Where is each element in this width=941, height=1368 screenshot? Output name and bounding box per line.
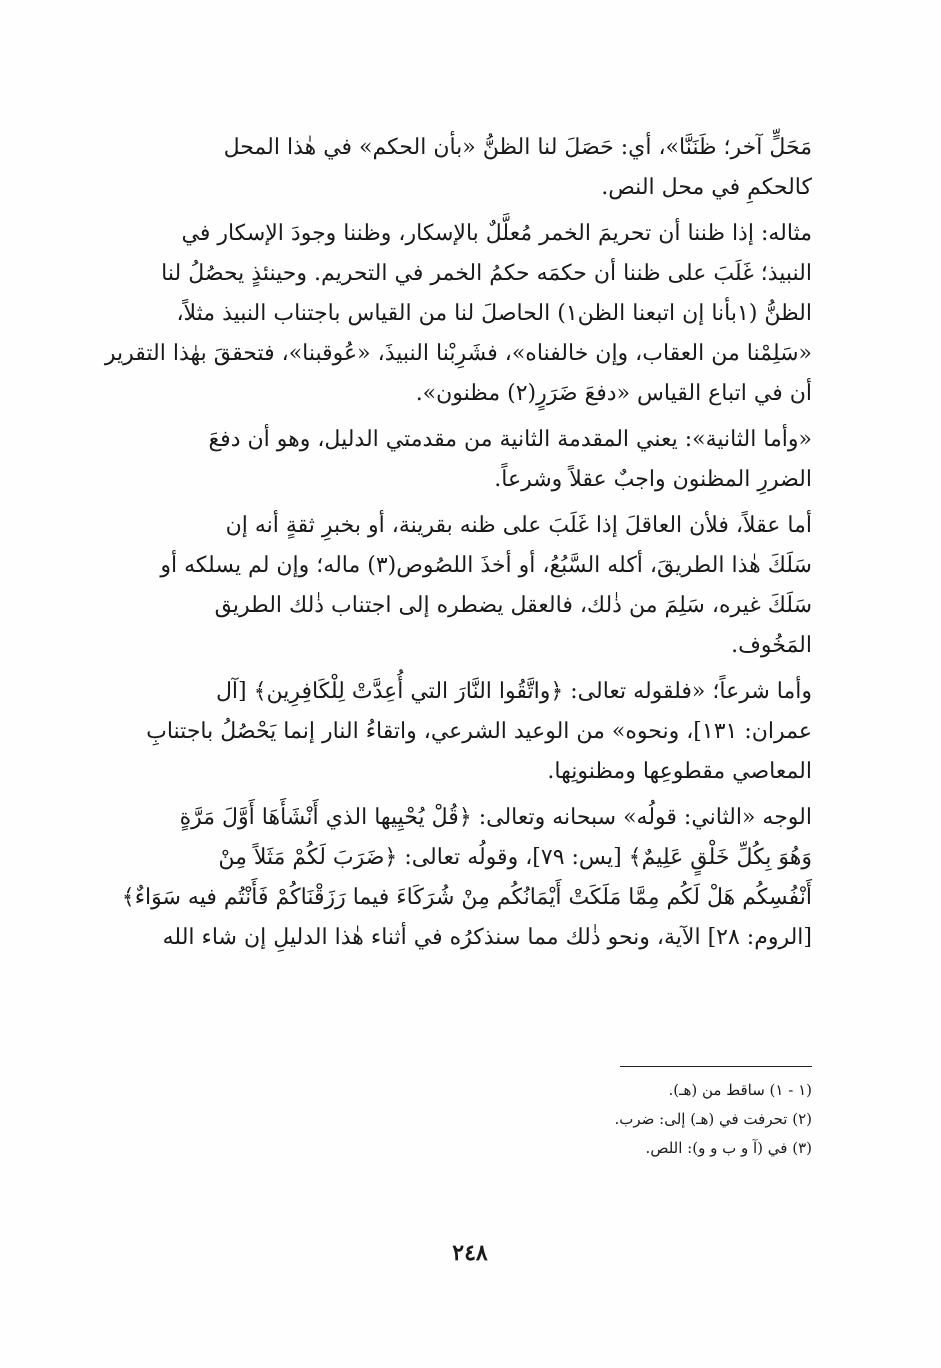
text-line: وَهُوَ بِكُلِّ خَلْقٍ عَلِيمٌ﴾ [يس: ٧٩]، وقولُه تعالى: ﴿ضَرَبَ لَكُمْ مَثَلاً مِنْ [218,845,812,870]
footnote: (٢) تحرفت في (هـ) إلى: ضرب. [614,1110,812,1128]
footnote: (١ - ١) ساقط من (هـ). [668,1081,812,1099]
text-line: الضررِ المظنون واجبٌ عقلاً وشرعاً. [494,467,812,492]
text-line: مثاله: إذا ظننا أن تحريمَ الخمر مُعلَّلٌ بالإسكار، وظننا وجودَ الإسكار في [181,221,812,246]
text-line: المَخُوف. [731,633,812,658]
footnotes [420,1076,812,1163]
page-number: ٢٤٨ [452,1240,488,1266]
text-line: المعاصي مقطوعِها ومظنونِها. [547,759,812,784]
paragraph [132,672,812,792]
text-line: «سَلِمْنا من العقاب، وإن خالفناه»، فشَرِبْنا النبيذَ، «عُوقبنا»، فتحققَ بهٰذا التقرير [104,341,812,366]
footnote-divider [620,1066,812,1067]
text-line: أَنْفُسِكُم هَلْ لَكُم مِمَّا مَلَكَتْ أَيْمَانُكُم مِنْ شُرَكَاءَ فيما رَزَقْنَاكُمْ فَأَنْتُم فيه سَوَاءٌ﴾ [121,885,812,910]
text-line: [الروم: ٢٨] الآية، ونحو ذٰلك مما سنذكرُه في أثناء هٰذا الدليلِ إن شاء الله [162,925,812,950]
text-line: الوجه «الثاني: قولُه» سبحانه وتعالى: ﴿قُلْ يُحْيِيها الذي أَنْشَأَهَا أَوَّلَ مَرَّةٍ [179,805,812,830]
text-line: أن في اتباع القياس «دفعَ ضَرَرٍ(٢) مظنون». [415,381,812,406]
footnote: (٣) في (آ و ب و و): اللص. [645,1139,812,1157]
paragraph [132,506,812,666]
text-line: «وأما الثانية»: يعني المقدمة الثانية من مقدمتي الدليل، وهو أن دفعَ [208,427,812,452]
paragraph [132,128,812,208]
text-line: النبيذ؛ غَلَبَ على ظننا أن حكمَه حكمُ الخمر في التحريم. وحينئذٍ يحصُلُ لنا [161,261,812,286]
paragraph [104,214,812,414]
text-line: مَحَلٍّ آخر؛ ظَنَنَّا»، أي: حَصَلَ لنا الظنُّ «بأن الحكم» في هٰذا المحل [223,135,812,160]
paragraph [132,420,812,500]
paragraph [121,798,812,958]
text-line: كالحكمِ في محل النص. [601,175,812,200]
main-text [104,128,812,964]
text-line: وأما شرعاً؛ «فلقوله تعالى: ﴿واتَّقُوا النَّارَ التي أُعِدَّتْ لِلْكَافِرِين﴾ [آل [215,679,812,704]
text-line: سَلَكَ هٰذا الطريقَ، أكله السَّبُعُ، أو أخذَ اللصُوص(٣) ماله؛ وإن لم يسلكه أو [160,553,812,578]
text-line: سَلَكَ غيره، سَلِمَ من ذٰلك، فالعقل يضطره إلى اجتناب ذٰلك الطريق [214,593,812,618]
text-line: عمران: ١٣١]، ونحوه» من الوعيد الشرعي، واتقاءُ النار إنما يَحْصُلُ باجتنابِ [146,719,812,744]
text-line: الظنُّ (١بأنا إن اتبعنا الظن١) الحاصلَ لنا من القياس باجتناب النبيذ مثلاً، [176,301,812,326]
text-line: أما عقلاً، فلأن العاقلَ إذا غَلَبَ على ظنه بقرينة، أو بخبرِ ثقةٍ أنه إن [225,513,812,538]
